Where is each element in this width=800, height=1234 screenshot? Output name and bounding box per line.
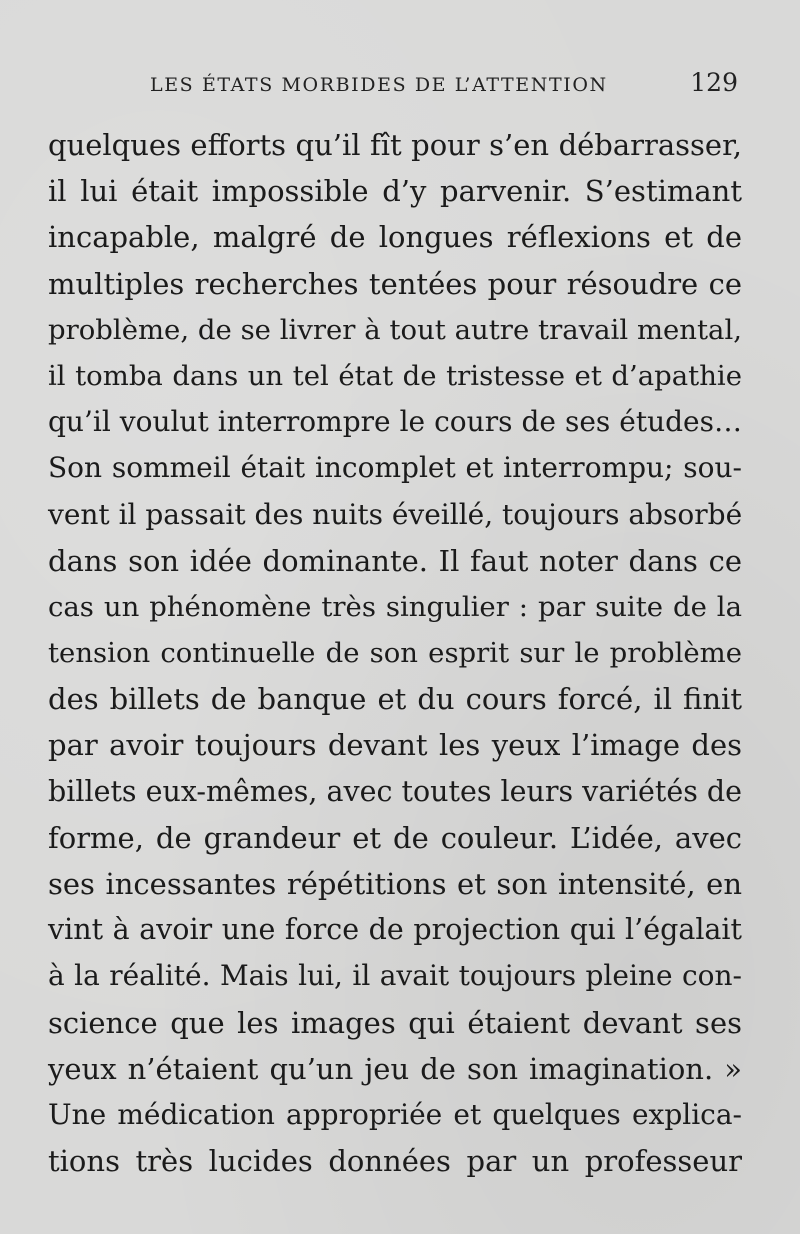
body-text <box>48 122 742 1184</box>
text-line: Une médication appropriée et quelques explica- <box>48 1097 742 1131</box>
text-line: par avoir toujours devant les yeux l’image des <box>48 728 742 763</box>
text-line: cas un phénomène très singulier : par suite de la <box>48 590 742 623</box>
text-line: Son sommeil était incomplet et interrompu; sou- <box>48 451 742 485</box>
text-line: qu’il voulut interrompre le cours de ses études… <box>48 405 742 439</box>
text-line: forme, de grandeur et de couleur. L’idée, avec <box>48 820 742 855</box>
running-head <box>150 68 740 104</box>
text-line: tension continuelle de son esprit sur le problème <box>48 637 742 670</box>
running-title: LES ÉTATS MORBIDES DE L’ATTENTION <box>150 74 608 96</box>
text-line: quelques efforts qu’il fît pour s’en débarrasser, <box>48 128 742 162</box>
text-line: vint à avoir une force de projection qui l’égalait <box>48 913 742 947</box>
text-line: yeux n’étaient qu’un jeu de son imagination. » <box>48 1051 742 1086</box>
text-line: dans son idée dominante. Il faut noter dans ce <box>48 543 742 578</box>
text-line: tions très lucides données par un professeur <box>48 1144 742 1179</box>
text-line: incapable, malgré de longues réflexions et de <box>48 220 742 255</box>
text-line: vent il passait des nuits éveillé, toujours absorbé <box>48 497 743 531</box>
text-line: problème, de se livrer à tout autre travail mental, <box>48 313 742 346</box>
text-line: des billets de banque et du cours forcé, il finit <box>48 682 742 717</box>
text-line: billets eux-mêmes, avec toutes leurs variétés de <box>48 774 742 808</box>
text-line: science que les images qui étaient devant ses <box>48 1005 742 1040</box>
text-line: multiples recherches tentées pour résoudre ce <box>48 266 742 301</box>
text-line: il tomba dans un tel état de tristesse et d’apathie <box>48 359 742 392</box>
text-line: ses incessantes répétitions et son intensité, en <box>48 867 742 901</box>
text-line: il lui était impossible d’y parvenir. S’estimant <box>48 174 742 209</box>
page-number: 129 <box>690 68 738 97</box>
text-line: à la réalité. Mais lui, il avait toujours pleine con- <box>48 959 742 993</box>
